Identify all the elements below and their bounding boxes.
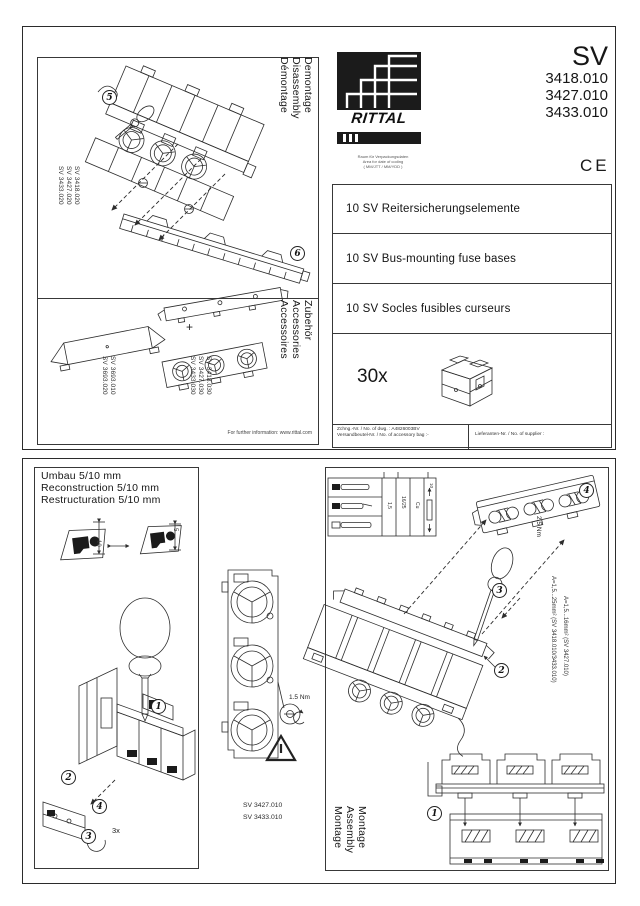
wire-spec-25: A=1,5...25mm² (SV 3418.010/3433.010) [550, 576, 556, 683]
plus-sign: + [186, 320, 194, 334]
step-number: 3 [85, 831, 92, 842]
disassembly-title [278, 57, 314, 119]
product-row-fr [333, 284, 611, 334]
accessories-title [278, 300, 314, 359]
accessories-diagram [38, 302, 314, 440]
rittal-logo [337, 52, 421, 144]
packaging-note-line: Raum für Verpackungsdaten [357, 154, 409, 159]
rittal-logo-text: RITTAL [350, 110, 408, 127]
part-label: SV 3418.020 [73, 166, 80, 205]
dimension-10: 10 [95, 540, 101, 547]
disassembly-title-fr: Démontage [278, 57, 290, 114]
part-label: SV 3693.020 [101, 356, 108, 395]
accessory-bag-number: Versandbeutel-Nr. / No. of accessory bag :- [337, 433, 429, 439]
base-part-labels [188, 356, 212, 395]
step-badge-6 [290, 246, 305, 261]
step-number: 1 [431, 808, 438, 819]
model-label: SV 3427.010 [243, 802, 283, 809]
step-badge-1 [151, 699, 166, 714]
reconstruction-title-en: Reconstruction 5/10 mm [41, 482, 160, 494]
model-number: 3433.010 [545, 104, 608, 121]
further-info: For further information: www.rittal.com [227, 430, 312, 436]
product-row-label: 10 SV Reitersicherungselemente [346, 203, 521, 215]
doc-footer [333, 425, 611, 449]
assembly-title [332, 806, 368, 853]
step-badge-1 [427, 806, 442, 821]
part-label: SV 3693.010 [109, 356, 116, 395]
model-number: 3427.010 [545, 87, 608, 104]
step-badge-3 [492, 583, 507, 598]
part-label: SV 3427.020 [65, 166, 72, 205]
doc-footer-right [469, 425, 611, 449]
fuse-module-thumbnail [430, 346, 502, 412]
assembly-title-de: Montage [356, 806, 368, 849]
reconstruction-diagram [35, 518, 197, 866]
mid-model-labels [243, 800, 282, 823]
packaging-note-line: Area for date of coding [362, 158, 404, 164]
step-number: 2 [65, 772, 72, 783]
step-badge-5 [102, 90, 117, 105]
packaging-note-line: ( MM/JTT / MM/YDD ) [363, 163, 403, 169]
fuse-rail-side-view [214, 562, 320, 778]
step-badge-2 [494, 663, 509, 678]
dimension-5: 5 [172, 528, 178, 532]
step-number: 1 [155, 701, 162, 712]
table-label-16-25: 16/25 [400, 496, 406, 509]
drawing-number: Zchng.-Nr. / No. of dwg. : A4826003BV [337, 427, 420, 432]
repeat-count: 3x [112, 826, 120, 835]
product-row-de [333, 185, 611, 234]
step-badge-3 [81, 829, 96, 844]
step-number: 5 [106, 92, 113, 103]
reconstruction-title [41, 470, 161, 506]
disassembly-title-de: Demontage [302, 57, 314, 114]
accessories-title-en: Accessories [290, 300, 302, 359]
product-row-label: 10 SV Socles fusibles curseurs [346, 302, 511, 315]
cover-part-labels [100, 356, 116, 395]
supplier-number: Lieferanten-Nr. / No. of supplier : [475, 432, 545, 437]
section-divider [37, 298, 319, 299]
wire-spec-16: A=1,5...16mm² (SV 3427.010) [562, 596, 568, 676]
disassembly-part-labels [56, 166, 80, 205]
doc-footer-left [333, 425, 469, 449]
step-number: 4 [96, 801, 103, 812]
part-label: SV 3427.030 [197, 356, 204, 395]
step-number: 2 [498, 665, 505, 676]
product-row-label: 10 SV Bus-mounting fuse bases [346, 252, 517, 265]
table-label-10: 10 [429, 483, 434, 489]
model-label: SV 3433.010 [243, 813, 283, 821]
reconstruction-title-de: Umbau 5/10 mm [41, 470, 122, 482]
accessories-title-fr: Accessoires [278, 300, 290, 359]
step-badge-4 [92, 799, 107, 814]
torque-label-large: 2,5 Nm [535, 516, 542, 537]
model-number: 3418.010 [545, 70, 608, 87]
torque-label-small: 1.5 Nm [289, 694, 310, 701]
series-label: SV [571, 41, 608, 71]
step-badge-2 [61, 770, 76, 785]
step-number: 6 [294, 248, 301, 259]
assembly-title-fr: Montage [332, 806, 344, 849]
step-number: 3 [496, 585, 503, 596]
product-row-en [333, 234, 611, 284]
quantity-label: 30x [357, 366, 388, 387]
table-label-cu: Cu [414, 502, 420, 509]
part-label: SV 3433.030 [189, 356, 196, 395]
step-badge-4 [579, 483, 594, 498]
accessories-title-de: Zubehör [302, 300, 314, 341]
part-label: SV 3418.030 [205, 356, 212, 395]
rittal-logo-graphic [337, 52, 421, 144]
part-label: SV 3433.020 [57, 166, 64, 205]
ce-mark: CE [580, 156, 610, 175]
table-label-1-5: 1,5 [386, 502, 392, 509]
packaging-note [340, 155, 426, 169]
step-number: 4 [583, 485, 590, 496]
assembly-title-en: Assembly [344, 806, 356, 854]
disassembly-title-en: Disassembly [290, 57, 302, 119]
model-block [450, 42, 608, 121]
reconstruction-title-fr: Restructuration 5/10 mm [41, 494, 161, 506]
